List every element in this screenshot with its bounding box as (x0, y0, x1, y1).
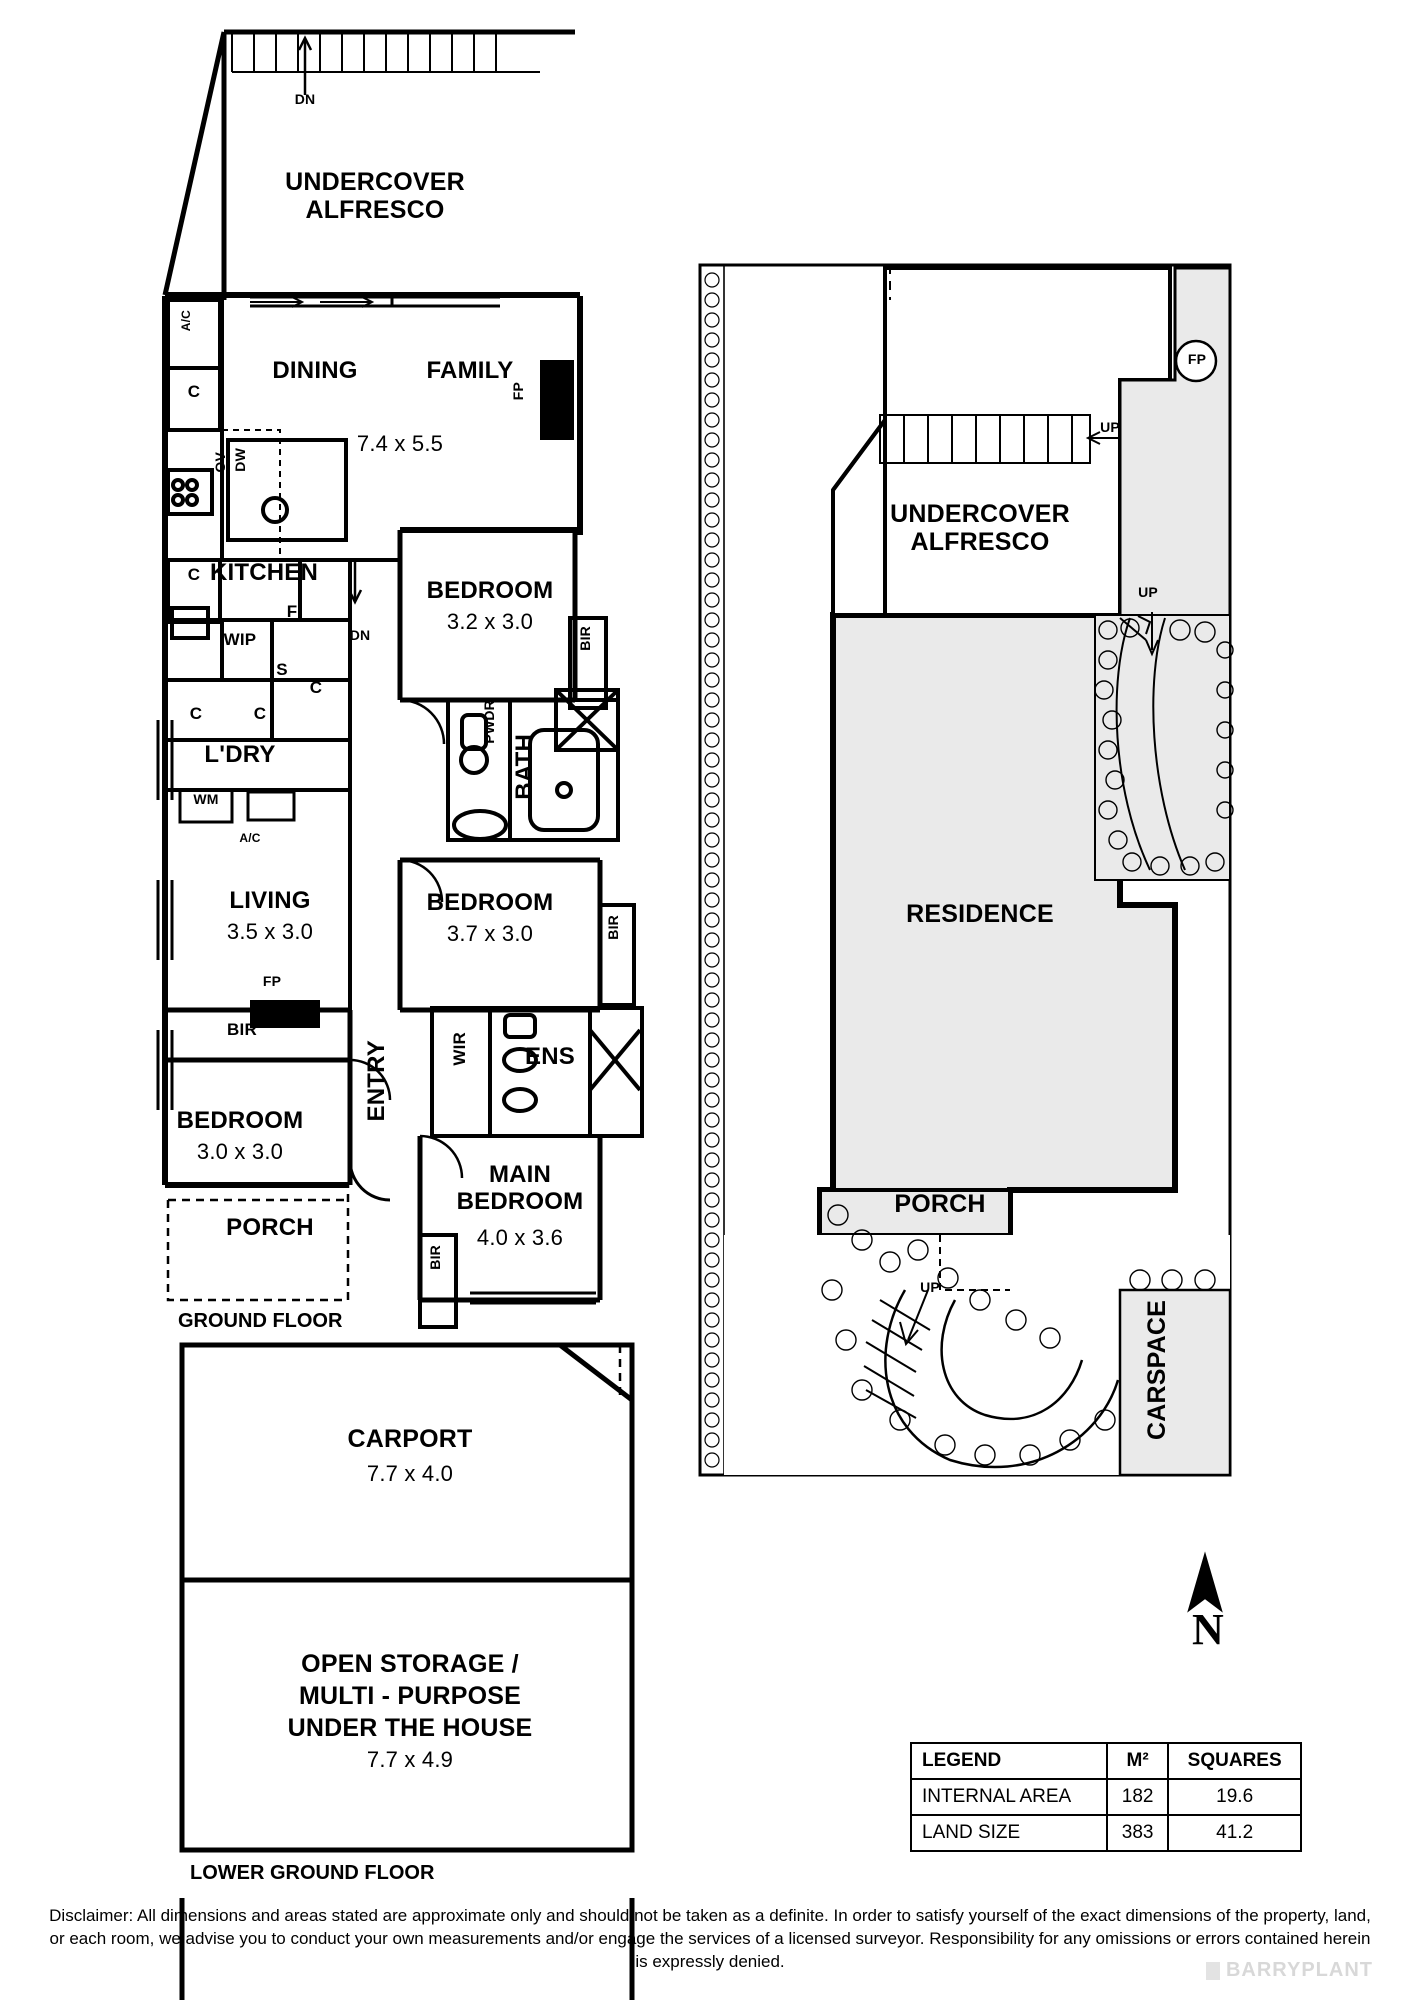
room-open-storage-line2: MULTI - PURPOSE (299, 1682, 521, 1710)
dim-family: 7.4 x 5.5 (356, 431, 444, 456)
label-dw: DW (232, 448, 248, 472)
legend-row-internal-area (911, 1779, 1301, 1815)
dim-open-storage: 7.7 x 4.9 (366, 1747, 454, 1772)
site-label-up-right: UP (1138, 584, 1158, 600)
disclaimer-text: Disclaimer: All dimensions and areas stated are approximate only and should not be taken as a definite. In order to satisfy yourself of the exact dimensions of the property, land, or each room, we advise you to conduct your own measurements and/or engage the services of a licensed surveyor. Responsibility for any omissions or errors contained herein is expressly denied. (49, 1906, 1371, 1971)
legend-label-land-size: LAND SIZE (911, 1815, 1107, 1851)
legend-row-land-size (911, 1815, 1301, 1851)
label-bir-living: BIR (227, 1020, 257, 1039)
label-pwdr: PWDR (481, 700, 497, 744)
room-porch-ground: PORCH (226, 1214, 314, 1241)
site-label-alfresco (830, 500, 1130, 556)
legend-m2-internal-area: 182 (1107, 1779, 1168, 1815)
label-ov: OV (212, 452, 228, 473)
site-label-up-front: UP (920, 1279, 940, 1295)
label-dn-alfresco: DN (294, 91, 316, 107)
label-bir-1: BIR (577, 626, 593, 651)
room-dining: DINING (272, 357, 358, 384)
site-label-up-top: UP (1100, 419, 1120, 435)
compass-label-n: N (1192, 1605, 1224, 1654)
caption-lower-ground-floor: LOWER GROUND FLOOR (190, 1862, 435, 1884)
label-c-1: C (187, 382, 201, 401)
label-s: S (276, 660, 288, 679)
dim-carport: 7.7 x 4.0 (366, 1461, 454, 1486)
legend-table (910, 1742, 1302, 1852)
site-label-fp: FP (1187, 351, 1207, 367)
label-wm: WM (193, 791, 219, 807)
brand-logo-icon (1206, 1962, 1220, 1980)
legend-squares-internal-area: 19.6 (1168, 1779, 1301, 1815)
legend-squares-land-size: 41.2 (1168, 1815, 1301, 1851)
dim-main-bedroom: 4.0 x 3.6 (476, 1225, 564, 1250)
room-open-storage-line1: OPEN STORAGE / (301, 1650, 519, 1678)
label-ac-laundry: A/C (239, 831, 261, 845)
label-undercover-alfresco: UNDERCOVER ALFRESCO (285, 168, 465, 224)
site-alfresco-line2: ALFRESCO (910, 528, 1050, 556)
label-bir-2: BIR (605, 915, 621, 940)
room-bedroom-2: BEDROOM (426, 889, 554, 916)
label-c-4: C (189, 704, 203, 723)
site-label-carspace: CARSPACE (1143, 1300, 1171, 1441)
room-kitchen: KITCHEN (209, 559, 319, 586)
room-bedroom-1: BEDROOM (426, 577, 554, 604)
site-alfresco-line1: UNDERCOVER (890, 500, 1070, 528)
room-wir: WIR (450, 1032, 469, 1066)
legend-header-row (911, 1743, 1301, 1779)
room-ldry: L'DRY (204, 741, 276, 768)
room-entry: ENTRY (363, 1040, 390, 1122)
label-c-5: C (253, 704, 267, 723)
legend-header-legend: LEGEND (911, 1743, 1107, 1779)
site-label-residence: RESIDENCE (906, 900, 1054, 928)
caption-ground-floor: GROUND FLOOR (178, 1310, 343, 1332)
room-carport: CARPORT (347, 1425, 473, 1453)
room-main-bedroom: MAIN BEDROOM (456, 1161, 584, 1215)
room-open-storage-line3: UNDER THE HOUSE (287, 1714, 533, 1742)
brand-watermark (1206, 1959, 1373, 1982)
legend-header-squares: SQUARES (1168, 1743, 1301, 1779)
legend-m2-land-size: 383 (1107, 1815, 1168, 1851)
label-f: F (286, 602, 298, 621)
room-bath: BATH (511, 734, 538, 800)
room-bedroom-3: BEDROOM (176, 1107, 304, 1134)
label-bir-main: BIR (427, 1245, 443, 1270)
label-c-3: C (309, 678, 323, 697)
label-c-2: C (187, 565, 201, 584)
label-fp-living: FP (262, 973, 282, 989)
label-fp-family: FP (510, 382, 526, 401)
room-family: FAMILY (426, 357, 514, 384)
legend-header-m2: M² (1107, 1743, 1168, 1779)
legend-label-internal-area: INTERNAL AREA (911, 1779, 1107, 1815)
room-living: LIVING (229, 887, 311, 914)
label-ac-top: A/C (179, 310, 193, 332)
dim-living: 3.5 x 3.0 (226, 919, 314, 944)
label-dn-hall: DN (349, 627, 371, 643)
dim-bedroom-1: 3.2 x 3.0 (446, 609, 534, 634)
dim-bedroom-3: 3.0 x 3.0 (196, 1139, 284, 1164)
label-wip: WIP (223, 630, 257, 649)
site-label-porch: PORCH (894, 1190, 986, 1218)
dim-bedroom-2: 3.7 x 3.0 (446, 921, 534, 946)
brand-name: BARRYPLANT (1225, 1959, 1373, 1981)
room-ens: ENS (525, 1043, 575, 1070)
